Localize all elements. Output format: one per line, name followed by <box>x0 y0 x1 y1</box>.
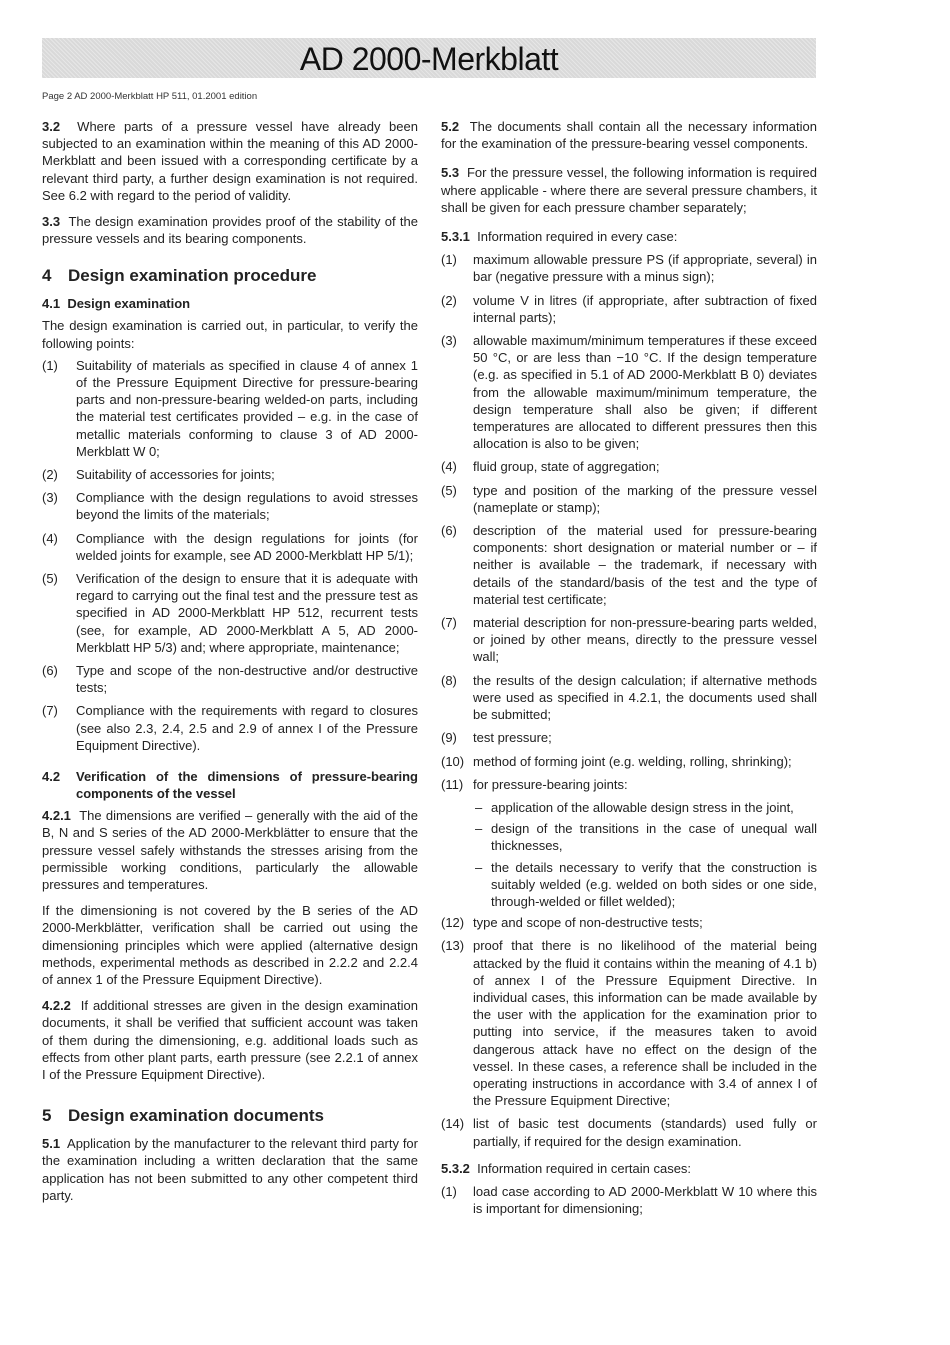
list-item-text: Suitability of accessories for joints; <box>76 467 275 483</box>
left-column <box>42 118 418 1213</box>
list-item-label: (9) <box>441 730 457 746</box>
list-item <box>441 672 817 724</box>
section-4-heading: 4 Design examination procedure <box>42 266 317 286</box>
banner-title: AD 2000-Merkblatt <box>299 41 559 77</box>
list-item-text: proof that there is no likelihood of the material being attacked by the fluid it contains within the meaning of 4.1 b) of annex I of the Pressure Equipment Directive. In individual cases, this information can be made available by the user with the application for the examination prior to putting into service, if the measures taken to avoid dangerous attack have no effect on the design of the vessel. In these cases, a reference shall be included in the operating instructions in accordance with 3.4 of annex I of the Pressure Equipment Directive; <box>473 938 817 1109</box>
paragraph-5-3: 5.3 For the pressure vessel, the following information is required where applicable - where there are several pressure chambers, it shall be given for each pressure chamber separately; <box>441 165 817 215</box>
list-item-label: (7) <box>42 703 58 719</box>
paragraph-5-2: 5.2 The documents shall contain all the necessary information for the examination of the pressure-bearing vessel components. <box>441 119 817 152</box>
list-item-label: (2) <box>441 292 457 308</box>
list-item-text: type and scope of non-destructive tests; <box>473 915 703 931</box>
list-item-label: (11) <box>441 776 464 792</box>
list-11-dashes <box>441 799 817 910</box>
list-item-label: (1) <box>441 252 457 268</box>
list-item <box>441 482 817 516</box>
list-item <box>42 357 418 460</box>
list-5-3-1 <box>441 251 817 793</box>
list-item <box>42 662 418 696</box>
list-item-label: (12) <box>441 915 465 931</box>
list-item-label: (13) <box>441 938 465 954</box>
list-5-3-2 <box>441 1183 817 1217</box>
list-item <box>441 1115 817 1149</box>
paragraph-5-1: 5.1 Application by the manufacturer to the relevant third party for the examination including a written declaration that the same application has not been submitted to any other competent third party. <box>42 1136 418 1203</box>
list-item <box>441 776 817 793</box>
list-item <box>441 522 817 608</box>
list-4-1 <box>42 357 418 754</box>
list-item <box>441 753 817 770</box>
list-item-label: (4) <box>441 459 457 475</box>
list-item <box>441 332 817 452</box>
right-column <box>441 118 817 1223</box>
page-reference: Page 2 AD 2000-Merkblatt HP 511, 01.2001 edition <box>42 91 258 102</box>
list-item-text: material description for non-pressure-bearing parts welded, or joined by other means, directly to the pressure vessel wall; <box>473 615 817 665</box>
list-item-text: Type and scope of the non-destructive and/or destructive tests; <box>76 663 418 696</box>
document-banner <box>42 38 816 78</box>
dash-bullet: – <box>475 799 483 815</box>
list-item <box>441 1183 817 1217</box>
section-4-1-heading: 4.1 Design examination <box>42 296 191 312</box>
dash-bullet: – <box>475 821 483 837</box>
list-item-text: test pressure; <box>473 730 552 746</box>
list-item-label: (2) <box>42 467 58 483</box>
dash-item-text: application of the allowable design stress in the joint, <box>491 799 794 815</box>
list-item <box>441 914 817 931</box>
list-item-label: (6) <box>441 523 457 539</box>
paragraph-4-2-1b: If the dimensioning is not covered by the B series of the AD 2000-Merkblätter, verification shall be carried out using the dimensioning principles which were applied (alternative design methods, experimental methods as described in 2.2.2 and 2.2.4 of annex 1 of the Pressure Equipment Directive). <box>42 903 418 987</box>
list-item-label: (4) <box>42 530 58 546</box>
list-item <box>42 530 418 564</box>
list-item-label: (14) <box>441 1116 465 1132</box>
list-item-text: allowable maximum/minimum temperatures if these exceed 50 °C, or are less than −10 °C. If the design temperature (e.g. as specified in 5.1 of AD 2000-Merkblatt B 0) deviates from the allowable maximum/minimum temperature, the design temperature shall also be given; if different temperatures are allocated to different pressures then this allocation is also to be given; <box>473 333 817 452</box>
dash-item-text: design of the transitions in the case of unequal wall thicknesses, <box>491 821 817 854</box>
list-item-label: (1) <box>441 1183 457 1199</box>
list-item-text: for pressure-bearing joints: <box>473 776 628 792</box>
dash-item <box>475 820 817 854</box>
list-item-label: (3) <box>441 333 457 349</box>
paragraph-3-3: 3.3 The design examination provides proof of the stability of the pressure vessels and its bearing components. <box>42 214 418 247</box>
list-item-text: Compliance with the design regulations for joints (for welded joints for example, see AD 2000-Merkblatt HP 5/1); <box>76 530 418 563</box>
list-item <box>441 458 817 475</box>
dash-bullet: – <box>475 859 483 875</box>
list-item-text: description of the material used for pressure-bearing components: short designation or material number or – if neither is available – the trademark, if necessary with details of the standard/basis of the test and the type of material test certificate; <box>473 523 817 607</box>
list-item <box>441 614 817 666</box>
list-item-label: (5) <box>441 482 457 498</box>
list-item <box>42 570 418 656</box>
dash-item <box>475 799 817 816</box>
list-item-text: volume V in litres (if appropriate, after subtraction of fixed internal parts); <box>473 292 817 325</box>
list-item-label: (7) <box>441 615 457 631</box>
list-item-text: fluid group, state of aggregation; <box>473 459 660 475</box>
list-item-label: (6) <box>42 663 58 679</box>
list-item-text: the results of the design calculation; if alternative methods were used as specified in 4.2.1, the documents used shall be submitted; <box>473 672 817 723</box>
paragraph-4-1: The design examination is carried out, in particular, to verify the following points: <box>42 318 418 351</box>
list-item <box>42 702 418 754</box>
section-4-2-heading: 4.2 Verification of the dimensions of pressure-bearing components of the vessel <box>42 769 418 802</box>
dash-item <box>475 859 817 911</box>
list-item-text: maximum allowable pressure PS (if appropriate, several) in bar (negative pressure with a minus sign); <box>473 252 817 285</box>
paragraph-4-2-2: 4.2.2 If additional stresses are given in the design examination documents, it shall be verified that sufficient account was taken of them during the dimensioning, e.g. additional loads such as effects from other plant parts, earth pressure (see 2.2.1 of annex I of the Pressure Equipment Directive). <box>42 998 418 1082</box>
paragraph-4-2-1: 4.2.1 The dimensions are verified – generally with the aid of the B, N and S series of the AD 2000-Merkblätter to ensure that the pressure vessel safely withstands the stresses arising from the permissible working conditions, particularly the allowable pressures and temperatures. <box>42 808 418 892</box>
list-item-label: (8) <box>441 672 457 688</box>
paragraph-5-3-1: 5.3.1 Information required in every case: <box>441 229 678 245</box>
list-item-label: (5) <box>42 571 58 587</box>
list-item-text: type and position of the marking of the pressure vessel (nameplate or stamp); <box>473 482 817 515</box>
list-item-text: Compliance with the requirements with regard to closures (see also 2.3, 2.4, 2.5 and 2.9 of annex I of the Pressure Equipment Directive). <box>76 703 418 753</box>
list-5-3-1-continued <box>441 914 817 1150</box>
list-item-label: (3) <box>42 490 58 506</box>
list-item-label: (10) <box>441 753 465 769</box>
list-item-text: Compliance with the design regulations to avoid stresses beyond the limits of the materials; <box>76 490 418 523</box>
list-item-text: Verification of the design to ensure that it is adequate with regard to carrying out the final test and the pressure test as specified in AD 2000-Merkblatt HP 512, recurrent tests (see, for example, AD 2000-Merkblatt A 5, AD 2000-Merkblatt HP 5/3) and; where appropriate, maintenance; <box>76 571 418 655</box>
list-item <box>441 729 817 746</box>
list-item-text: load case according to AD 2000-Merkblatt W 10 where this is important for dimensioning; <box>473 1183 817 1217</box>
list-item <box>42 466 418 483</box>
list-item <box>441 292 817 326</box>
list-item-text: method of forming joint (e.g. welding, rolling, shrinking); <box>473 753 792 769</box>
paragraph-5-3-2: 5.3.2 Information required in certain cases: <box>441 1160 692 1176</box>
list-item <box>441 937 817 1109</box>
list-item-label: (1) <box>42 357 58 373</box>
dash-item-text: the details necessary to verify that the construction is suitably welded (e.g. welded on both sides or one side, through-welded or fillet welded); <box>491 859 817 909</box>
list-item-text: Suitability of materials as specified in clause 4 of annex 1 of the Pressure Equipment Directive for pressure-bearing parts and non-pressure-bearing welded-on parts, including the material test certificates provided – e.g. in the case of metallic materials conforming to clause 3 of AD 2000-Merkblatt W 0; <box>76 357 418 459</box>
paragraph-3-2: 3.2 Where parts of a pressure vessel have already been subjected to an examination within the meaning of this AD 2000-Merkblatt and been issued with a corresponding certificate by a relevant third party, a further design examination is not required. See 6.2 with regard to the period of validity. <box>42 119 418 203</box>
list-item-text: list of basic test documents (standards) used fully or partially, if required for the design examination. <box>473 1116 817 1149</box>
list-item <box>441 251 817 285</box>
section-5-heading: 5 Design examination documents <box>42 1106 324 1126</box>
list-item <box>42 489 418 523</box>
